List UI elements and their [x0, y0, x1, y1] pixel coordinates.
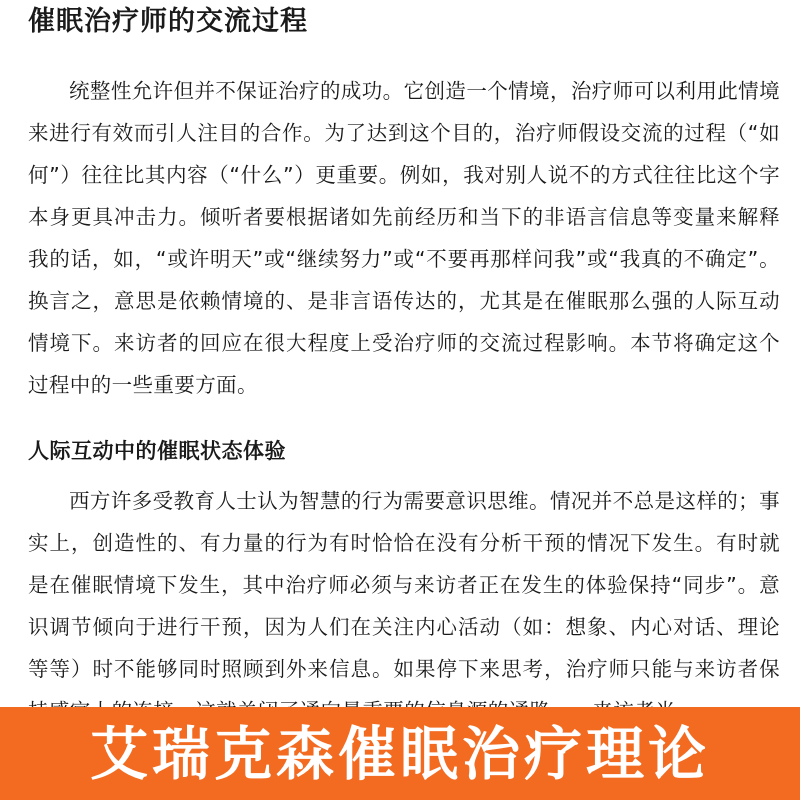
- section-paragraph: 统整性允许但并不保证治疗的成功。它创造一个情境，治疗师可以利用此情境来进行有效而引人注目的合作。为了达到这个目的，治疗师假设交流的过程（“如何”）往往比其内容（“什么”）更重要。例如，我对别人说不的方式往往比这个字本身更具冲击力。倾听者要根据诸如先前经历和当下的非语言信息等变量来解释我的话，如，“或许明天”或“继续努力”或“不要再那样问我”或“我真的不确定”。换言之，意思是依赖情境的、是非言语传达的，尤其是在催眠那么强的人际互动情境下。来访者的回应在很大程度上受治疗师的交流过程影响。本节将确定这个过程中的一些重要方面。: [28, 79, 780, 397]
- subsection-title: 人际互动中的催眠状态体验: [28, 439, 286, 463]
- section-title: 催眠治疗师的交流过程: [28, 6, 308, 37]
- title-banner: [0, 707, 800, 800]
- banner-title: 艾瑞克森催眠治疗理论: [89, 719, 710, 788]
- subsection-paragraph: 西方许多受教育人士认为智慧的行为需要意识思维。情况并不总是这样的；事实上，创造性的、有力量的行为有时恰恰在没有分析干预的情况下发生。有时就是在催眠情境下发生，其中治疗师必须与来访者正在发生的体验保持“同步”。意识调节倾向于进行干预，因为人们在关注内心活动（如：想象、内心对话、理论等等）时不能够同时照顾到外来信息。如果停下来思考，治疗师只能与来访者保: [28, 489, 780, 681]
